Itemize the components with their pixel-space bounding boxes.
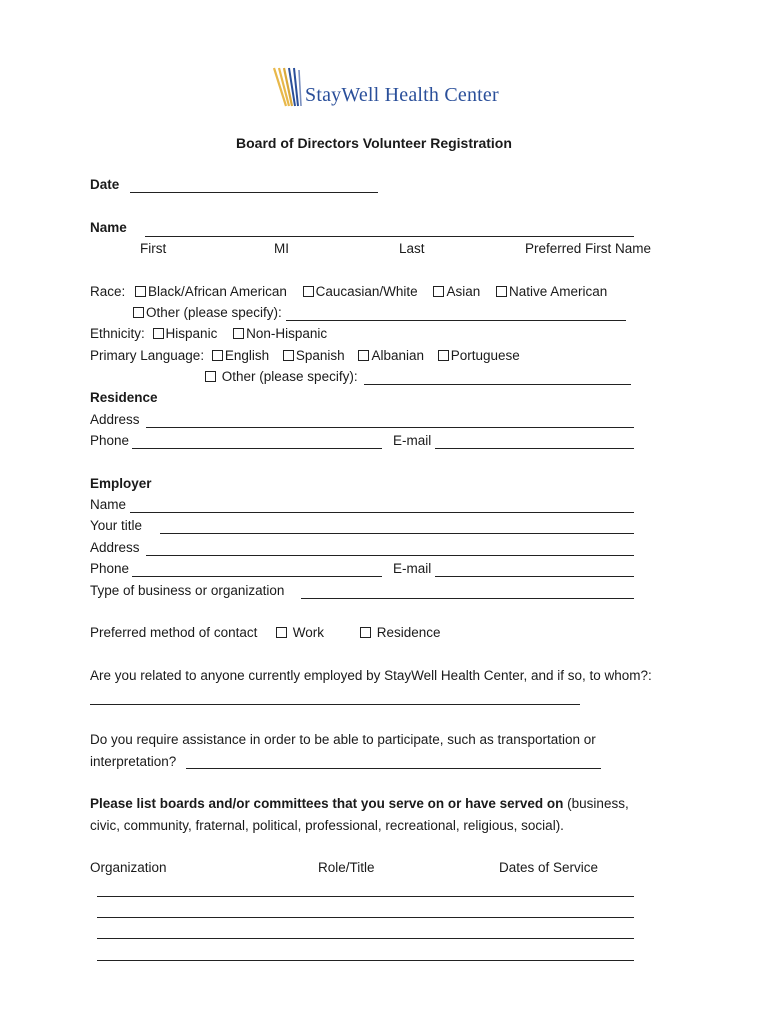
- contact-label: Preferred method of contact: [90, 625, 258, 640]
- table-header-dates: Dates of Service: [499, 860, 599, 875]
- employer-email-field[interactable]: [435, 576, 634, 577]
- checkbox-icon[interactable]: [153, 328, 164, 339]
- table-row[interactable]: [97, 938, 634, 939]
- checkbox-icon[interactable]: [433, 286, 444, 297]
- employer-type-field[interactable]: [301, 598, 634, 599]
- table-header-organization: Organization: [90, 860, 167, 875]
- assist-answer-field[interactable]: [186, 768, 601, 769]
- date-field[interactable]: [130, 192, 378, 193]
- date-label: Date: [90, 177, 120, 192]
- table-row[interactable]: [97, 917, 634, 918]
- checkbox-icon[interactable]: [133, 307, 144, 318]
- language-label: Primary Language:: [90, 348, 205, 363]
- checkbox-icon[interactable]: [233, 328, 244, 339]
- ethnicity-label: Ethnicity:: [90, 326, 145, 341]
- language-option-other[interactable]: Other (please specify):: [205, 369, 358, 384]
- residence-heading: Residence: [90, 390, 158, 405]
- table-row[interactable]: [97, 896, 634, 897]
- residence-email-label: E-mail: [393, 433, 432, 448]
- name-field[interactable]: [145, 236, 634, 237]
- language-option-spanish[interactable]: Spanish: [283, 348, 345, 363]
- race-option-native[interactable]: Native American: [496, 284, 607, 299]
- ethnicity-row: [90, 326, 327, 341]
- related-answer-field[interactable]: [90, 704, 580, 705]
- form-title: Board of Directors Volunteer Registration: [236, 135, 512, 151]
- boards-line1: [90, 796, 629, 811]
- boards-rest-text: (business,: [563, 796, 629, 811]
- name-mi-label: MI: [274, 241, 289, 256]
- race-option-black[interactable]: Black/African American: [135, 284, 287, 299]
- employer-phone-label: Phone: [90, 561, 130, 576]
- employer-type-label: Type of business or organization: [90, 583, 285, 598]
- employer-name-field[interactable]: [130, 512, 634, 513]
- checkbox-icon[interactable]: [303, 286, 314, 297]
- assist-question-line2: interpretation?: [90, 754, 177, 769]
- language-other-field[interactable]: [364, 384, 631, 385]
- race-row: [90, 284, 607, 299]
- ethnicity-option-hispanic[interactable]: Hispanic: [153, 326, 218, 341]
- race-other-field[interactable]: [286, 320, 626, 321]
- residence-phone-field[interactable]: [132, 448, 382, 449]
- assist-question-line1: Do you require assistance in order to be able to participate, such as transportation or: [90, 732, 596, 747]
- checkbox-icon[interactable]: [135, 286, 146, 297]
- checkbox-icon[interactable]: [283, 350, 294, 361]
- name-last-label: Last: [399, 241, 425, 256]
- employer-phone-field[interactable]: [132, 576, 382, 577]
- checkbox-icon[interactable]: [276, 627, 287, 638]
- residence-address-label: Address: [90, 412, 140, 427]
- checkbox-icon[interactable]: [212, 350, 223, 361]
- race-option-asian[interactable]: Asian: [433, 284, 480, 299]
- language-row: [90, 348, 520, 363]
- ethnicity-option-non-hispanic[interactable]: Non-Hispanic: [233, 326, 327, 341]
- employer-title-field[interactable]: [160, 533, 634, 534]
- employer-address-field[interactable]: [146, 555, 634, 556]
- checkbox-icon[interactable]: [205, 371, 216, 382]
- table-row[interactable]: [97, 960, 634, 961]
- boards-line2: civic, community, fraternal, political, professional, recreational, religious, social).: [90, 818, 564, 833]
- logo-text: StayWell Health Center: [305, 84, 499, 106]
- employer-address-label: Address: [90, 540, 140, 555]
- race-option-white[interactable]: Caucasian/White: [303, 284, 418, 299]
- employer-email-label: E-mail: [393, 561, 432, 576]
- race-option-other[interactable]: Other (please specify):: [133, 305, 282, 320]
- race-label: Race:: [90, 284, 126, 299]
- boards-bold-text: Please list boards and/or committees that you serve on or have served on: [90, 796, 564, 811]
- name-label: Name: [90, 220, 127, 235]
- checkbox-icon[interactable]: [358, 350, 369, 361]
- employer-heading: Employer: [90, 476, 152, 491]
- residence-address-field[interactable]: [146, 427, 634, 428]
- language-option-english[interactable]: English: [212, 348, 269, 363]
- related-question: Are you related to anyone currently employed by StayWell Health Center, and if so, to whom?:: [90, 668, 652, 683]
- language-option-albanian[interactable]: Albanian: [358, 348, 424, 363]
- checkbox-icon[interactable]: [438, 350, 449, 361]
- table-header-role: Role/Title: [318, 860, 375, 875]
- residence-phone-label: Phone: [90, 433, 130, 448]
- name-first-label: First: [140, 241, 167, 256]
- checkbox-icon[interactable]: [360, 627, 371, 638]
- checkbox-icon[interactable]: [496, 286, 507, 297]
- staywell-logo: [272, 64, 500, 110]
- name-preferred-label: Preferred First Name: [525, 241, 652, 256]
- employer-title-label: Your title: [90, 518, 143, 533]
- employer-name-label: Name: [90, 497, 127, 512]
- contact-option-work[interactable]: Work: [276, 625, 324, 640]
- language-option-portuguese[interactable]: Portuguese: [438, 348, 520, 363]
- residence-email-field[interactable]: [435, 448, 634, 449]
- contact-option-residence[interactable]: Residence: [360, 625, 441, 640]
